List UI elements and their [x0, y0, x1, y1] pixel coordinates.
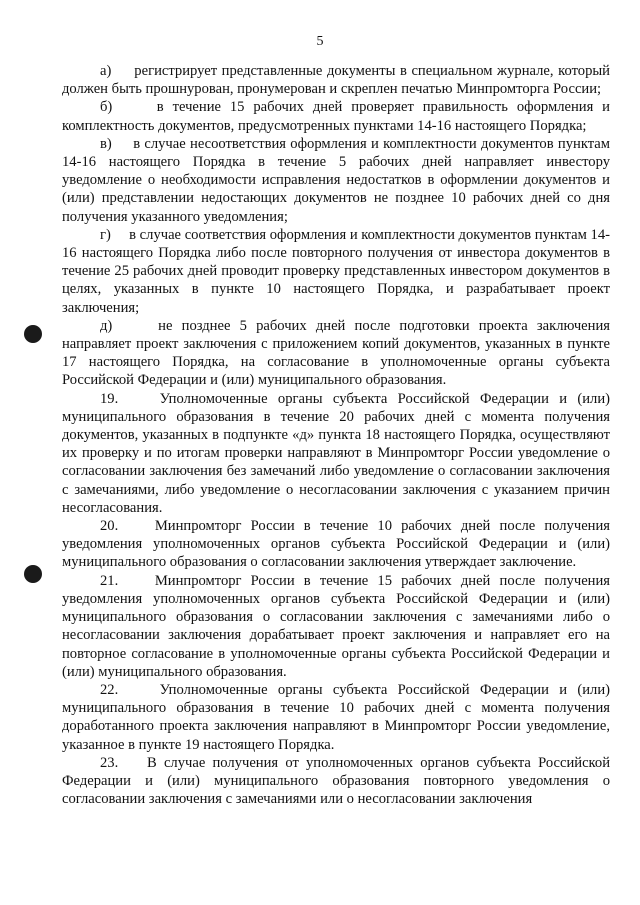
binder-hole-bottom: [24, 565, 42, 583]
paragraph-21: 21. Минпромторг России в течение 15 рабочих дней после получения уведомления уполномоченных органов субъекта Российской Федерации и (или) муниципального образования о согласовании заключения с замечаниями либо о несогласовании заключения дорабатывает проект заключения и направляет его на повторное согласование в уполномоченные органы субъекта Российской Федерации и (или) муниципального образования.: [62, 572, 610, 680]
paragraph-item-d: д) не позднее 5 рабочих дней после подготовки проекта заключения направляет проект заключения с приложением копий документов, указанных в пункте 17 настоящего Порядка, на согласование в уполномоченные органы субъекта Российской Федерации и (или) муниципального образования.: [62, 317, 610, 389]
paragraph-23: 23. В случае получения от уполномоченных органов субъекта Российской Федерации и (или) муниципального образования повторного уведомления о согласовании заключения с замечаниями или о несогласовании заключения: [62, 754, 610, 808]
binder-hole-top: [24, 325, 42, 343]
paragraph-22: 22. Уполномоченные органы субъекта Российской Федерации и (или) муниципального образования в течение 10 рабочих дней с момента получения доработанного проекта заключения направляют в Минпромторг России уведомление, указанное в пункте 19 настоящего Порядка.: [62, 681, 610, 753]
page-number: 5: [316, 34, 324, 49]
paragraph-19: 19. Уполномоченные органы субъекта Российской Федерации и (или) муниципального образования в течение 20 рабочих дней с момента получения документов, указанных в подпункте «д» пункта 18 настоящего Порядка, осуществляют их проверку и по итогам проверки направляют в Минпромторг России уведомление о согласовании заключения без замечаний либо уведомление о согласовании заключения с замечаниями, либо уведомление о несогласовании заключения с указанием причин несогласования.: [62, 390, 610, 516]
paragraph-item-v: в) в случае несоответствия оформления и комплектности документов пунктам 14-16 настоящего Порядка в течение 5 рабочих дней направляет инвестору уведомление о необходимости исправления недостатков в оформлении документов и (или) представлении недостающих документов не позднее 10 рабочих дней со дня получения указанного уведомления;: [62, 135, 610, 225]
paragraph-item-a: а) регистрирует представленные документы в специальном журнале, который должен быть прошнурован, пронумерован и скреплен печатью Минпромторга России;: [62, 63, 610, 98]
paragraph-item-g: г) в случае соответствия оформления и комплектности документов пунктам 14-16 настоящего Порядка либо после повторного получения от инвестора документов в течение 25 рабочих дней проводит проверку представленных инвестором документов в целях, указанных в пункте 10 настоящего Порядка, и разрабатывает проект заключения;: [62, 226, 610, 316]
paragraph-item-b: б) в течение 15 рабочих дней проверяет правильность оформления и комплектность документов, предусмотренных пунктами 14-16 настоящего Порядка;: [62, 99, 610, 134]
paragraph-20: 20. Минпромторг России в течение 10 рабочих дней после получения уведомления уполномоченных органов субъекта Российской Федерации и (или) муниципального образования о согласовании заключения утверждает заключение.: [62, 518, 610, 571]
document-body: [62, 62, 610, 808]
